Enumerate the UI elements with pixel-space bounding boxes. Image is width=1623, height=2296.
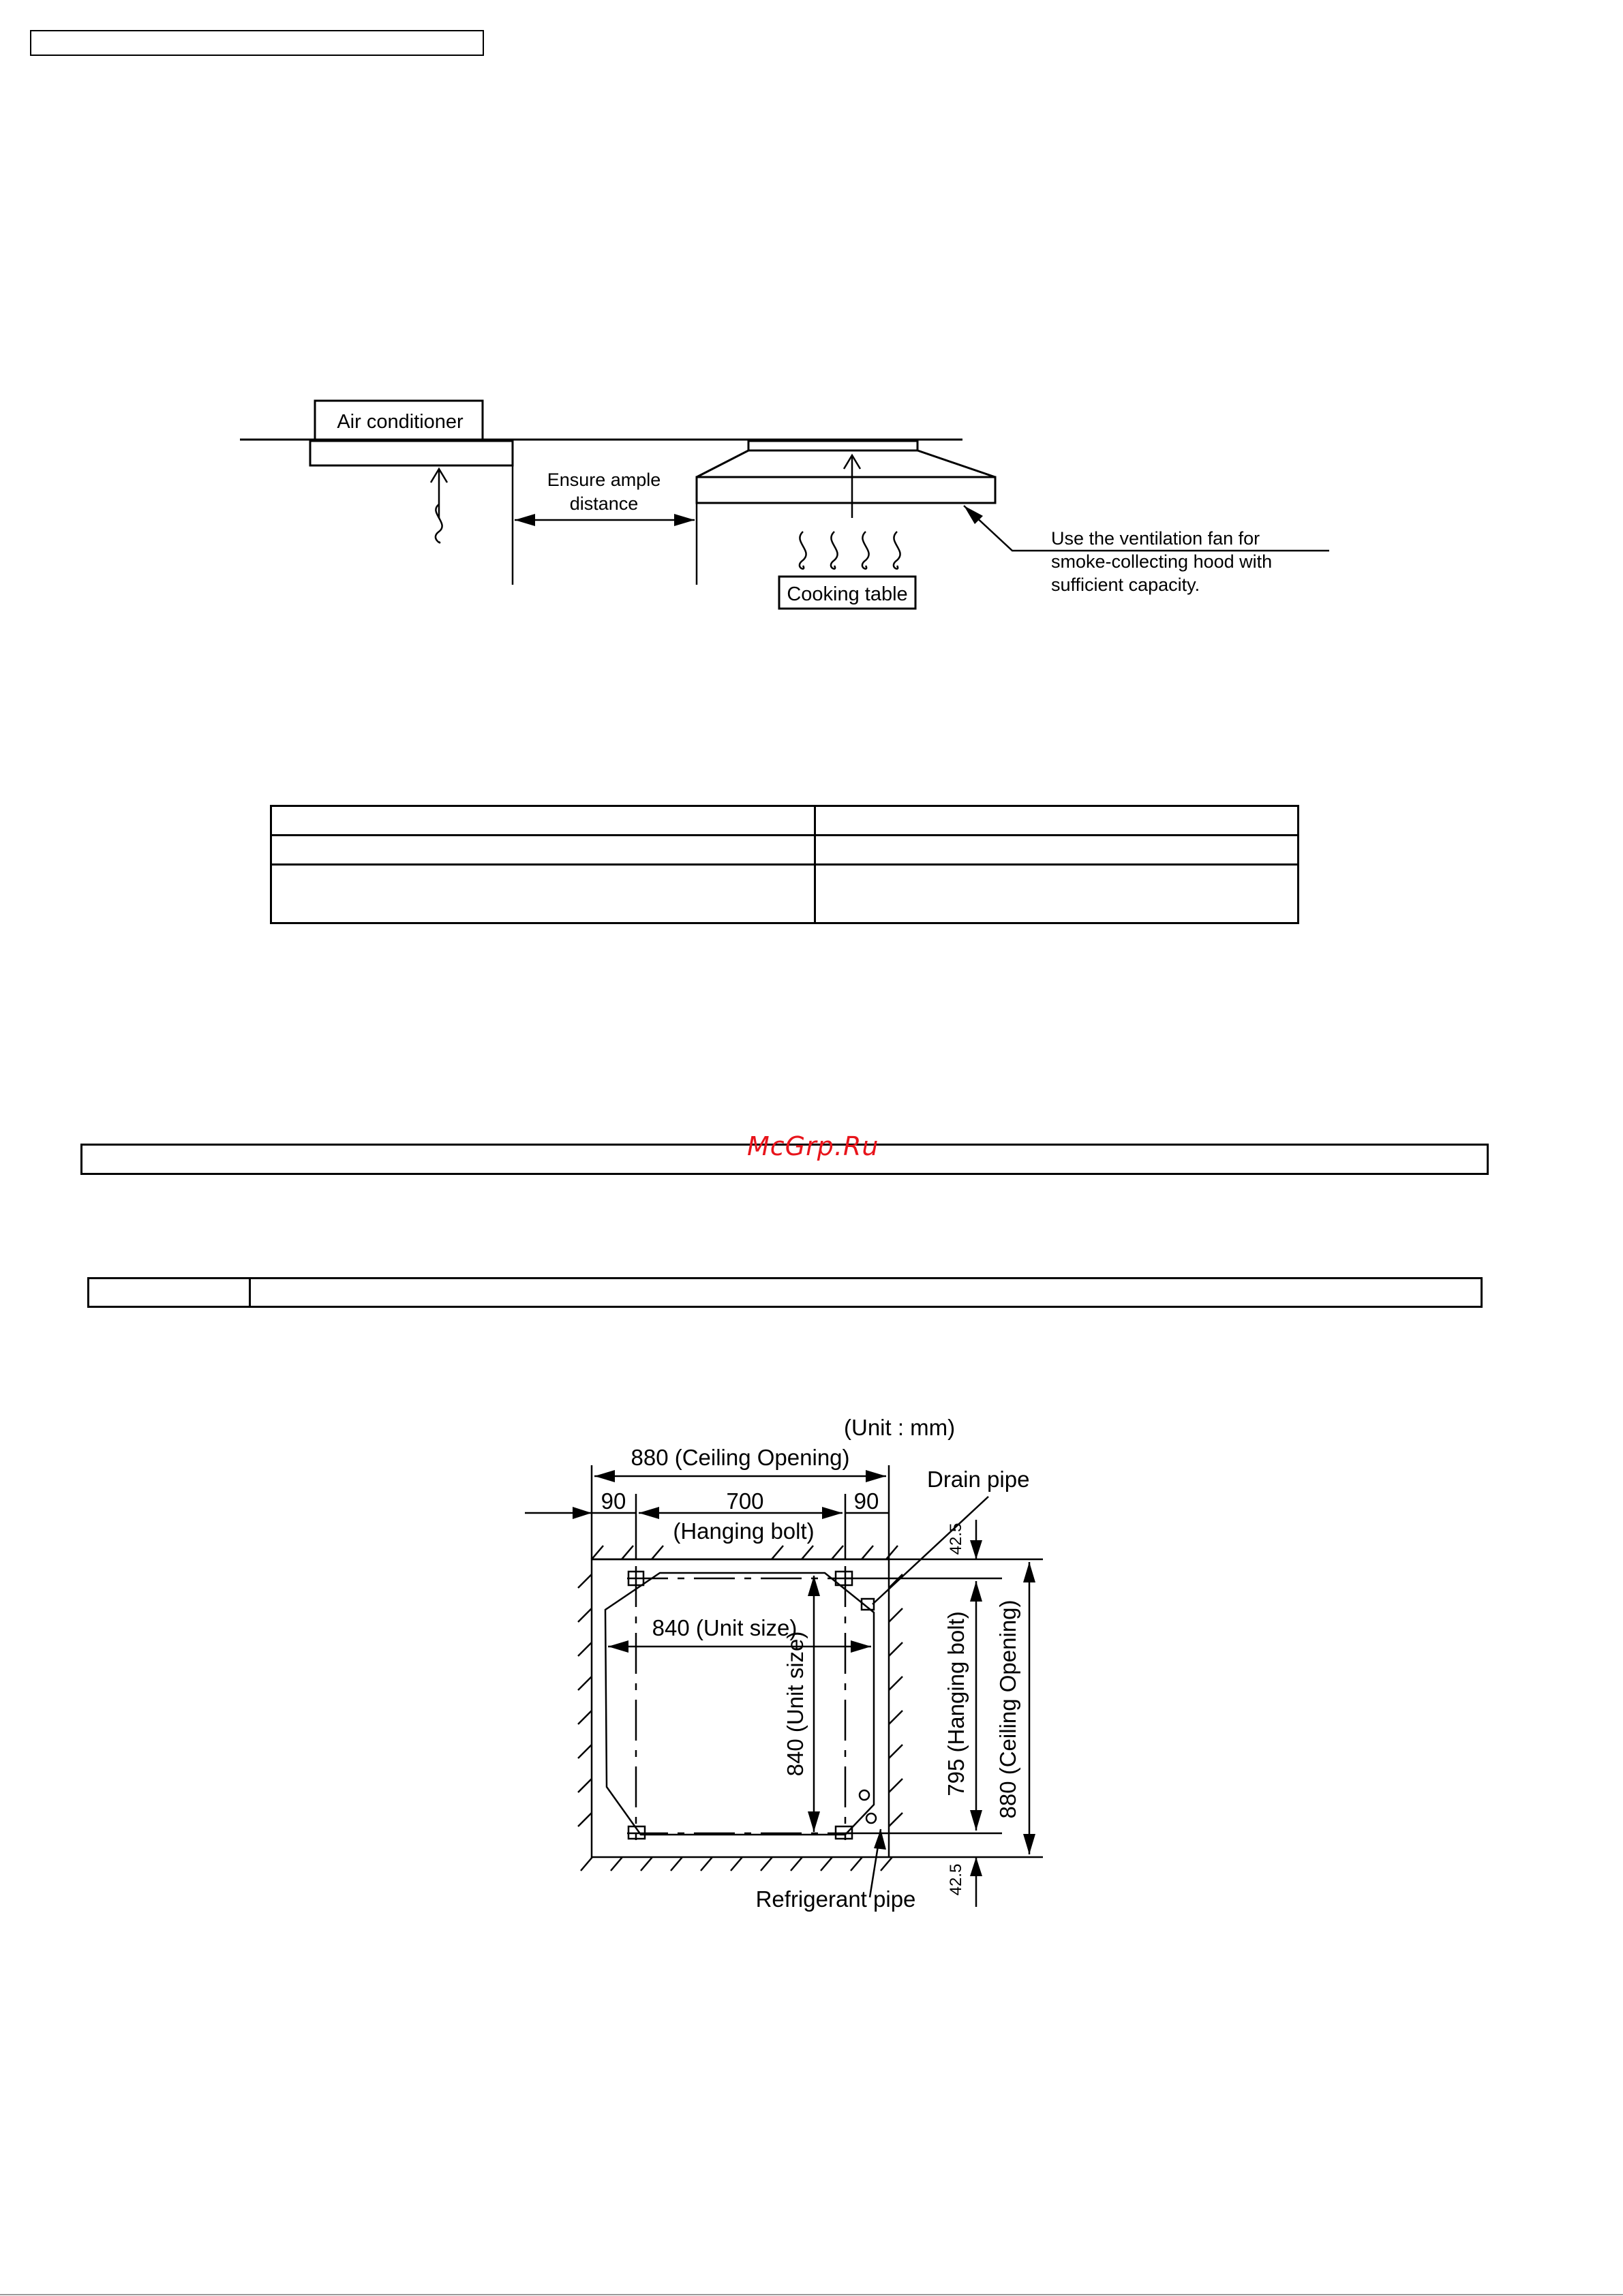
unit-label: (Unit : mm) (844, 1415, 956, 1440)
ceiling-opening-width-label: 880 (Ceiling Opening) (631, 1445, 850, 1470)
refrigerant-pipe-marker (860, 1790, 869, 1800)
unit-size-height-label: 840 (Unit size) (783, 1631, 808, 1777)
margin-bottom-label: 42.5 (947, 1863, 965, 1896)
vent-note-3: sufficient capacity. (1051, 575, 1200, 595)
hanging-bolt-height-label: 795 (Hanging bolt) (943, 1611, 969, 1796)
drain-leader (873, 1497, 988, 1604)
vent-note-1: Use the ventilation fan for (1051, 528, 1260, 549)
refrigerant-pipe-label: Refrigerant pipe (755, 1886, 916, 1912)
vent-note-2: smoke-collecting hood with (1051, 551, 1273, 572)
dim-right-label: 90 (853, 1488, 879, 1514)
ensure-distance-label-1: Ensure ample (547, 470, 661, 490)
cooking-table-label: Cooking table (787, 583, 908, 605)
footer-rule (0, 2294, 1623, 2295)
ceiling-opening-height-label: 880 (Ceiling Opening) (995, 1599, 1020, 1819)
watermark: McGrp.Ru (747, 1131, 879, 1161)
margin-top-label: 42.5 (947, 1522, 965, 1555)
ensure-distance-label-2: distance (569, 493, 639, 514)
dim-center-label: 700 (726, 1488, 764, 1514)
unit-outline (605, 1573, 874, 1835)
unit-size-width-label: 840 (Unit size) (652, 1615, 798, 1640)
air-conditioner-label: Air conditioner (337, 411, 464, 433)
hanging-bolt-label: (Hanging bolt) (673, 1518, 815, 1544)
dim-left-label: 90 (601, 1488, 626, 1514)
drain-pipe-label: Drain pipe (927, 1467, 1030, 1492)
